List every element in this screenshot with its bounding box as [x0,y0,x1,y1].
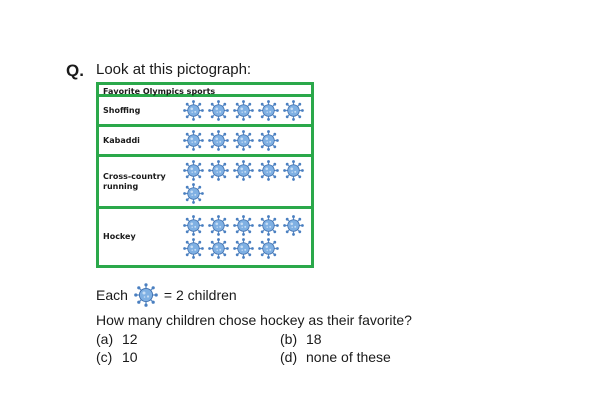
virus-icon [183,130,204,151]
pictograph-rows [99,97,311,265]
option-letter: (c) [96,349,113,365]
pictograph-row [99,209,311,265]
virus-icon [258,215,279,236]
virus-icon [258,130,279,151]
question-number: Q. [66,61,84,80]
virus-icon [208,160,229,181]
virus-icon [233,130,254,151]
virus-icon [283,160,304,181]
virus-icon [233,100,254,121]
virus-icon [233,215,254,236]
virus-icon [183,238,204,259]
option-b [280,331,322,347]
virus-icon [283,100,304,121]
option-letter: (b) [280,331,298,347]
virus-icon [233,160,254,181]
virus-icon [283,215,304,236]
pictograph-title: Favorite Olympics sports [99,85,311,97]
question-prompt: Look at this pictograph: [96,61,252,78]
option-d [280,349,391,365]
question-text: How many children chose hockey as their favorite? [96,312,412,328]
row-icons [183,100,311,121]
pictograph-row [99,127,311,157]
virus-icon [183,183,204,204]
option-text: none of these [306,349,391,365]
option-text: 18 [306,331,322,347]
option-text: 10 [122,349,138,365]
key-prefix: Each [96,287,128,303]
virus-icon [258,100,279,121]
option-letter: (a) [96,331,114,347]
pictograph-row [99,157,311,209]
virus-icon [233,238,254,259]
virus-icon [183,215,204,236]
option-letter: (d) [280,349,298,365]
option-text: 12 [122,331,138,347]
pictograph-row [99,97,311,127]
row-label: Cross-country running [103,171,166,191]
pictograph-key [96,283,237,307]
virus-icon [183,100,204,121]
option-a [96,331,138,347]
virus-icon [134,283,158,307]
row-icons [183,215,311,259]
virus-icon [208,215,229,236]
option-c [96,349,138,365]
virus-icon [208,130,229,151]
virus-icon [208,238,229,259]
key-suffix: = 2 children [163,287,237,303]
row-icons [183,160,311,204]
virus-icon [258,238,279,259]
row-label: Shoffing [103,105,141,115]
row-label: Kabaddi [103,135,140,145]
pictograph [96,82,314,268]
row-icons [183,130,311,151]
row-label: Hockey [103,232,136,241]
virus-icon [183,160,204,181]
virus-icon [258,160,279,181]
virus-icon [208,100,229,121]
